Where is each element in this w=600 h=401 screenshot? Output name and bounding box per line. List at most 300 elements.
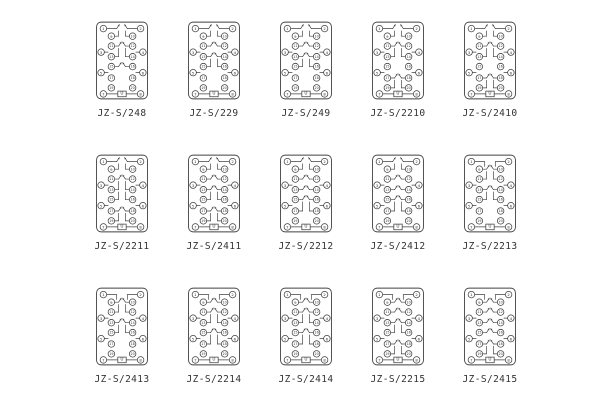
terminal-number: 6 [417, 70, 421, 76]
terminal-number: 12 [314, 44, 319, 49]
terminal-number: 1 [470, 159, 473, 165]
terminal-number: 17 [109, 209, 114, 214]
terminal-number: 1 [378, 292, 381, 298]
terminal-number: 19 [293, 218, 298, 223]
terminal-number: 12 [406, 44, 411, 49]
coil-label: U [488, 357, 492, 363]
terminal-number: 7 [102, 224, 105, 230]
terminal-number: 13 [109, 54, 114, 59]
terminal-number: 5 [467, 203, 471, 209]
terminal-number: 4 [233, 182, 237, 188]
terminal-number: 13 [477, 187, 482, 192]
terminal-number: 17 [201, 342, 206, 347]
terminal-number: 13 [109, 320, 114, 325]
terminal-number: 17 [293, 76, 298, 81]
terminal-number: 1 [286, 26, 289, 32]
terminal-number: 14 [406, 54, 411, 59]
terminal-number: 12 [498, 44, 503, 49]
terminal-number: 12 [406, 177, 411, 182]
terminal-number: 18 [222, 209, 227, 214]
terminal-number: 12 [130, 44, 135, 49]
diagram-label: JZ-S/2211 [94, 241, 150, 252]
terminal-number: 1 [470, 292, 473, 298]
schematic-drawing [363, 21, 433, 100]
terminal-number: 17 [385, 209, 390, 214]
terminal-number: 20 [314, 218, 319, 223]
terminal-number: 18 [406, 342, 411, 347]
terminal-number: 14 [314, 320, 319, 325]
coil-label: U [304, 224, 308, 230]
diagram-label: JZ-S/2411 [186, 241, 242, 252]
terminal-number: 14 [130, 54, 135, 59]
terminal-number: 9 [110, 33, 113, 39]
terminal-number: 2 [507, 292, 510, 298]
terminal-number: 15 [293, 64, 298, 69]
schematic-drawing [363, 154, 433, 233]
schematic-drawing [455, 287, 525, 366]
coil-label: U [212, 91, 216, 97]
diagram-label: JZ-S/2414 [278, 374, 334, 385]
terminal-number: 4 [417, 49, 421, 55]
terminal-number: 20 [406, 351, 411, 356]
relay-diagram-cell [186, 284, 242, 385]
terminal-number: 2 [231, 26, 234, 32]
diagram-label: JZ-S/2213 [462, 241, 518, 252]
terminal-number: 14 [406, 320, 411, 325]
terminal-number: 1 [286, 159, 289, 165]
terminal-number: 7 [286, 224, 289, 230]
terminal-number: 5 [375, 336, 379, 342]
terminal-number: 15 [109, 197, 114, 202]
terminal-number: 11 [109, 44, 114, 49]
terminal-number: 9 [202, 166, 205, 172]
terminal-number: 18 [498, 342, 503, 347]
relay-diagram-cell [370, 18, 426, 119]
terminal-number: 5 [283, 70, 287, 76]
schematic-drawing [87, 21, 157, 100]
terminal-number: 4 [325, 315, 329, 321]
terminal-number: 6 [141, 203, 145, 209]
terminal-number: 6 [141, 336, 145, 342]
terminal-number: 6 [509, 203, 513, 209]
terminal-number: 15 [201, 197, 206, 202]
coil-label: U [212, 357, 216, 363]
terminal-number: 16 [130, 330, 135, 335]
terminal-number: 16 [498, 330, 503, 335]
terminal-number: 8 [323, 91, 326, 97]
terminal-number: 4 [233, 49, 237, 55]
terminal-number: 7 [102, 91, 105, 97]
terminal-number: 20 [222, 85, 227, 90]
terminal-number: 5 [375, 70, 379, 76]
coil-label: U [120, 91, 124, 97]
relay-diagram-cell [97, 18, 147, 119]
terminal-number: 12 [130, 177, 135, 182]
terminal-number: 5 [99, 203, 103, 209]
terminal-number: 13 [385, 320, 390, 325]
terminal-number: 3 [191, 315, 195, 321]
terminal-number: 11 [477, 44, 482, 49]
terminal-number: 3 [99, 49, 103, 55]
terminal-number: 12 [222, 310, 227, 315]
terminal-number: 16 [498, 197, 503, 202]
terminal-number: 17 [109, 76, 114, 81]
terminal-number: 1 [102, 292, 105, 298]
terminal-number: 4 [325, 49, 329, 55]
terminal-number: 16 [314, 64, 319, 69]
terminal-number: 18 [314, 209, 319, 214]
terminal-number: 1 [378, 159, 381, 165]
terminal-number: 16 [222, 197, 227, 202]
terminal-number: 15 [109, 64, 114, 69]
terminal-number: 10 [314, 34, 319, 39]
terminal-number: 6 [233, 203, 237, 209]
terminal-number: 7 [378, 357, 381, 363]
terminal-number: 4 [141, 49, 145, 55]
schematic-drawing [87, 287, 157, 366]
terminal-number: 13 [109, 187, 114, 192]
schematic-drawing [179, 154, 249, 233]
terminal-number: 5 [467, 70, 471, 76]
relay-diagram-cell [462, 284, 518, 385]
terminal-number: 3 [99, 315, 103, 321]
terminal-number: 9 [386, 33, 389, 39]
terminal-number: 11 [201, 177, 206, 182]
terminal-number: 6 [233, 70, 237, 76]
terminal-number: 8 [323, 224, 326, 230]
terminal-number: 14 [406, 187, 411, 192]
schematic-drawing [179, 21, 249, 100]
terminal-number: 2 [323, 292, 326, 298]
terminal-number: 19 [477, 85, 482, 90]
terminal-number: 15 [293, 197, 298, 202]
relay-diagram-cell [462, 151, 518, 252]
terminal-number: 1 [102, 159, 105, 165]
terminal-number: 16 [314, 330, 319, 335]
terminal-number: 16 [498, 64, 503, 69]
terminal-number: 7 [286, 91, 289, 97]
terminal-number: 12 [314, 177, 319, 182]
terminal-number: 15 [385, 64, 390, 69]
terminal-number: 10 [406, 167, 411, 172]
terminal-number: 6 [417, 336, 421, 342]
terminal-number: 4 [233, 315, 237, 321]
terminal-number: 19 [201, 218, 206, 223]
coil-label: U [304, 357, 308, 363]
terminal-number: 15 [385, 197, 390, 202]
terminal-number: 20 [222, 218, 227, 223]
terminal-number: 14 [222, 54, 227, 59]
coil-label: U [120, 357, 124, 363]
terminal-number: 11 [385, 310, 390, 315]
terminal-number: 10 [130, 300, 135, 305]
terminal-number: 10 [498, 34, 503, 39]
terminal-number: 5 [283, 336, 287, 342]
terminal-number: 18 [222, 342, 227, 347]
terminal-number: 18 [130, 209, 135, 214]
terminal-number: 19 [385, 218, 390, 223]
terminal-number: 8 [323, 357, 326, 363]
schematic-drawing [87, 154, 157, 233]
terminal-number: 18 [314, 76, 319, 81]
terminal-number: 17 [109, 342, 114, 347]
terminal-number: 5 [99, 70, 103, 76]
terminal-number: 18 [406, 76, 411, 81]
terminal-number: 1 [194, 159, 197, 165]
terminal-number: 19 [109, 85, 114, 90]
coil-label: U [488, 224, 492, 230]
relay-diagram-cell [370, 284, 426, 385]
terminal-number: 3 [99, 182, 103, 188]
terminal-number: 13 [385, 187, 390, 192]
terminal-number: 10 [406, 300, 411, 305]
terminal-number: 6 [509, 70, 513, 76]
terminal-number: 11 [109, 310, 114, 315]
terminal-number: 7 [286, 357, 289, 363]
terminal-number: 8 [415, 91, 418, 97]
terminal-number: 18 [130, 76, 135, 81]
terminal-number: 10 [222, 167, 227, 172]
terminal-number: 15 [477, 197, 482, 202]
terminal-number: 19 [109, 218, 114, 223]
relay-diagram-cell [186, 151, 242, 252]
terminal-number: 13 [293, 320, 298, 325]
terminal-number: 4 [141, 315, 145, 321]
terminal-number: 14 [222, 187, 227, 192]
terminal-number: 2 [415, 292, 418, 298]
terminal-number: 17 [293, 209, 298, 214]
terminal-number: 15 [293, 330, 298, 335]
terminal-number: 12 [498, 310, 503, 315]
terminal-number: 8 [231, 91, 234, 97]
terminal-number: 10 [130, 34, 135, 39]
terminal-number: 17 [477, 76, 482, 81]
terminal-number: 8 [415, 357, 418, 363]
terminal-number: 18 [130, 342, 135, 347]
terminal-number: 5 [375, 203, 379, 209]
terminal-number: 10 [406, 34, 411, 39]
terminal-number: 2 [231, 159, 234, 165]
terminal-number: 13 [201, 320, 206, 325]
terminal-number: 6 [325, 336, 329, 342]
terminal-number: 6 [509, 336, 513, 342]
terminal-number: 13 [477, 320, 482, 325]
terminal-number: 18 [498, 76, 503, 81]
terminal-number: 8 [507, 224, 510, 230]
terminal-number: 1 [102, 26, 105, 32]
terminal-number: 18 [498, 209, 503, 214]
coil-label: U [396, 357, 400, 363]
terminal-number: 9 [294, 33, 297, 39]
coil-label: U [396, 91, 400, 97]
terminal-number: 9 [110, 166, 113, 172]
diagram-label: JZ-S/2214 [186, 374, 242, 385]
terminal-number: 14 [130, 187, 135, 192]
terminal-number: 19 [293, 351, 298, 356]
terminal-number: 17 [201, 209, 206, 214]
terminal-number: 12 [314, 310, 319, 315]
terminal-number: 2 [507, 26, 510, 32]
terminal-number: 15 [109, 330, 114, 335]
terminal-number: 20 [314, 85, 319, 90]
terminal-number: 4 [325, 182, 329, 188]
terminal-number: 9 [202, 299, 205, 305]
diagram-label: JZ-S/249 [281, 108, 331, 119]
terminal-number: 13 [201, 54, 206, 59]
terminal-number: 11 [293, 44, 298, 49]
terminal-number: 20 [130, 85, 135, 90]
terminal-number: 13 [477, 54, 482, 59]
terminal-number: 11 [109, 177, 114, 182]
terminal-number: 16 [406, 64, 411, 69]
diagram-label: JZ-S/248 [97, 108, 147, 119]
terminal-number: 7 [194, 357, 197, 363]
terminal-number: 11 [293, 310, 298, 315]
terminal-number: 8 [139, 91, 142, 97]
terminal-number: 10 [130, 167, 135, 172]
relay-diagram-cell [281, 18, 331, 119]
terminal-number: 20 [222, 351, 227, 356]
terminal-number: 3 [191, 182, 195, 188]
terminal-number: 16 [406, 330, 411, 335]
terminal-number: 5 [191, 203, 195, 209]
terminal-number: 12 [222, 44, 227, 49]
terminal-number: 11 [293, 177, 298, 182]
terminal-number: 3 [375, 182, 379, 188]
terminal-number: 19 [201, 85, 206, 90]
terminal-number: 16 [222, 330, 227, 335]
terminal-number: 8 [415, 224, 418, 230]
terminal-number: 14 [222, 320, 227, 325]
terminal-number: 7 [470, 224, 473, 230]
terminal-number: 9 [110, 299, 113, 305]
terminal-number: 6 [325, 203, 329, 209]
terminal-number: 14 [498, 320, 503, 325]
terminal-number: 16 [222, 64, 227, 69]
terminal-number: 4 [417, 182, 421, 188]
terminal-number: 8 [139, 357, 142, 363]
terminal-number: 7 [378, 224, 381, 230]
terminal-number: 13 [293, 54, 298, 59]
terminal-number: 17 [385, 76, 390, 81]
terminal-number: 15 [385, 330, 390, 335]
relay-diagram-cell [189, 18, 239, 119]
terminal-number: 6 [233, 336, 237, 342]
diagram-label: JZ-S/2410 [462, 108, 518, 119]
terminal-number: 2 [323, 26, 326, 32]
relay-diagram-cell [278, 284, 334, 385]
coil-label: U [212, 224, 216, 230]
terminal-number: 3 [375, 49, 379, 55]
terminal-number: 5 [283, 203, 287, 209]
terminal-number: 7 [194, 224, 197, 230]
terminal-number: 2 [139, 26, 142, 32]
terminal-number: 11 [477, 310, 482, 315]
schematic-drawing [179, 287, 249, 366]
terminal-number: 2 [139, 159, 142, 165]
terminal-number: 20 [406, 218, 411, 223]
terminal-number: 8 [231, 224, 234, 230]
terminal-number: 18 [222, 76, 227, 81]
terminal-number: 3 [467, 182, 471, 188]
terminal-number: 19 [385, 85, 390, 90]
diagram-label: JZ-S/229 [189, 108, 239, 119]
diagram-label: JZ-S/2210 [370, 108, 426, 119]
terminal-number: 11 [477, 177, 482, 182]
terminal-number: 1 [470, 26, 473, 32]
terminal-number: 9 [294, 299, 297, 305]
terminal-number: 16 [130, 197, 135, 202]
terminal-number: 8 [507, 91, 510, 97]
terminal-number: 14 [314, 187, 319, 192]
terminal-number: 6 [417, 203, 421, 209]
terminal-number: 11 [201, 44, 206, 49]
terminal-number: 16 [130, 64, 135, 69]
schematic-drawing [271, 21, 341, 100]
terminal-number: 4 [141, 182, 145, 188]
terminal-number: 10 [498, 167, 503, 172]
terminal-number: 15 [201, 64, 206, 69]
coil-label: U [120, 224, 124, 230]
terminal-number: 13 [201, 187, 206, 192]
terminal-number: 7 [378, 91, 381, 97]
terminal-number: 15 [201, 330, 206, 335]
terminal-number: 5 [191, 336, 195, 342]
terminal-number: 15 [477, 330, 482, 335]
terminal-number: 14 [314, 54, 319, 59]
terminal-number: 7 [102, 357, 105, 363]
terminal-number: 3 [191, 49, 195, 55]
terminal-number: 9 [386, 299, 389, 305]
terminal-number: 2 [507, 159, 510, 165]
terminal-number: 4 [509, 182, 513, 188]
terminal-number: 6 [325, 70, 329, 76]
terminal-number: 1 [194, 26, 197, 32]
terminal-number: 4 [509, 49, 513, 55]
terminal-number: 18 [314, 342, 319, 347]
terminal-number: 9 [478, 299, 481, 305]
terminal-number: 20 [130, 351, 135, 356]
terminal-number: 14 [498, 187, 503, 192]
terminal-number: 10 [314, 167, 319, 172]
terminal-number: 8 [139, 224, 142, 230]
terminal-number: 3 [375, 315, 379, 321]
diagram-grid [76, 2, 536, 401]
terminal-number: 4 [509, 315, 513, 321]
coil-label: U [488, 91, 492, 97]
terminal-number: 20 [130, 218, 135, 223]
terminal-number: 20 [406, 85, 411, 90]
terminal-number: 2 [231, 292, 234, 298]
schematic-drawing [271, 287, 341, 366]
terminal-number: 14 [130, 320, 135, 325]
terminal-number: 8 [507, 357, 510, 363]
terminal-number: 2 [415, 26, 418, 32]
terminal-number: 17 [293, 342, 298, 347]
terminal-number: 1 [378, 26, 381, 32]
terminal-number: 10 [498, 300, 503, 305]
terminal-number: 5 [191, 70, 195, 76]
diagram-label: JZ-S/2413 [94, 374, 150, 385]
terminal-number: 19 [477, 218, 482, 223]
terminal-number: 3 [283, 315, 287, 321]
terminal-number: 1 [194, 292, 197, 298]
terminal-number: 17 [477, 342, 482, 347]
terminal-number: 12 [406, 310, 411, 315]
terminal-number: 16 [406, 197, 411, 202]
terminal-number: 6 [141, 70, 145, 76]
relay-diagram-cell [370, 151, 426, 252]
